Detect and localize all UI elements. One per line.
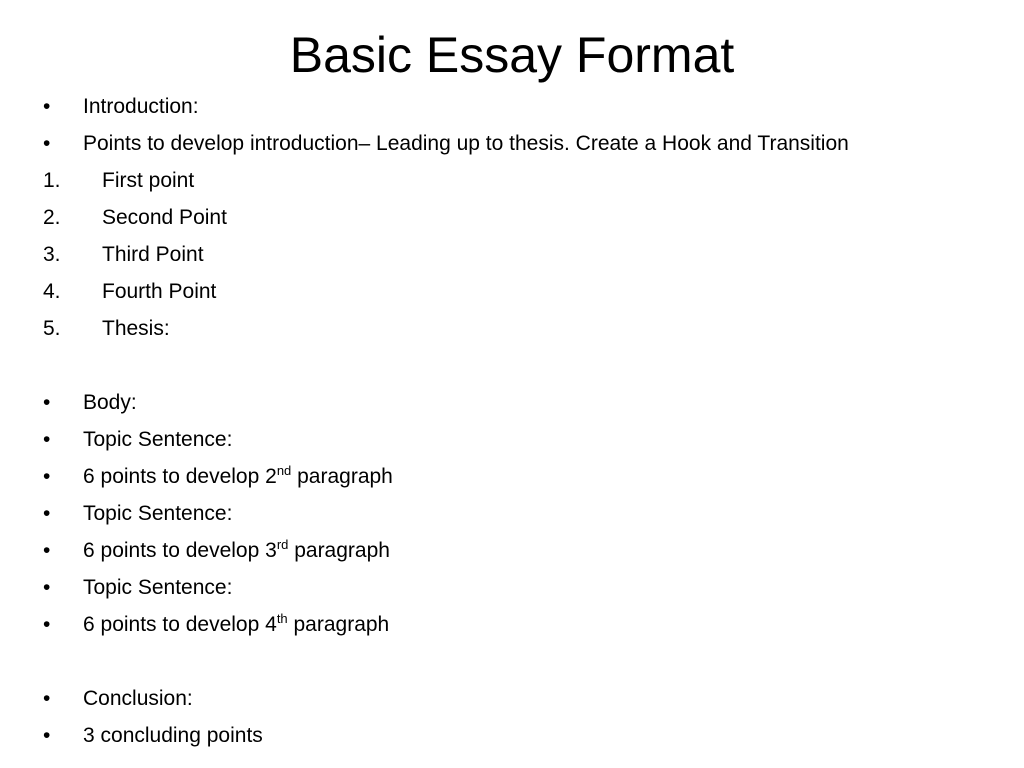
item-text: First point [102,169,195,192]
spacer [0,347,1024,384]
list-item [0,458,1024,495]
list-item [0,125,1024,162]
item-number: 5. [43,317,61,340]
bullet-icon: • [43,724,51,747]
numbered-item [0,199,1024,236]
ordinal-suffix: th [276,611,288,626]
intro-points: Points to develop introduction– Leading up to thesis. Create a Hook and Transition [83,132,849,155]
intro-heading: Introduction: [83,95,199,118]
item-number: 1. [43,169,61,192]
text-post: paragraph [288,539,390,562]
list-item [0,384,1024,421]
list-item [0,532,1024,569]
topic-sentence: Topic Sentence: [83,576,233,599]
ordinal-suffix: nd [276,463,292,478]
body-heading: Body: [83,391,137,414]
numbered-item [0,162,1024,199]
list-item [0,421,1024,458]
item-number: 4. [43,280,61,303]
develop-paragraph [83,532,390,569]
item-number: 2. [43,206,61,229]
conclusion-points: 3 concluding points [83,724,263,747]
bullet-icon: • [43,539,51,562]
bullet-icon: • [43,613,51,636]
topic-sentence: Topic Sentence: [83,428,233,451]
conclusion-heading: Conclusion: [83,687,193,710]
develop-paragraph [83,606,389,643]
topic-sentence: Topic Sentence: [83,502,233,525]
bullet-icon: • [43,465,51,488]
item-number: 3. [43,243,61,266]
list-item [0,717,1024,754]
ordinal-suffix: rd [276,537,289,552]
text-pre: 6 points to develop 3 [83,539,277,562]
item-text: Second Point [102,206,227,229]
numbered-item [0,310,1024,347]
text-post: paragraph [287,613,390,636]
list-item [0,680,1024,717]
text-pre: 6 points to develop 2 [83,465,277,488]
bullet-icon: • [43,576,51,599]
spacer [0,643,1024,680]
bullet-icon: • [43,132,51,155]
bullet-icon: • [43,687,51,710]
slide-title: Basic Essay Format [289,27,735,83]
list-item [0,569,1024,606]
list-item [0,606,1024,643]
text-pre: 6 points to develop 4 [83,613,277,636]
item-text: Thesis: [102,317,170,340]
bullet-icon: • [43,502,51,525]
develop-paragraph [83,458,393,495]
item-text: Third Point [102,243,204,266]
numbered-item [0,273,1024,310]
item-text: Fourth Point [102,280,217,303]
numbered-item [0,236,1024,273]
bullet-icon: • [43,391,51,414]
bullet-icon: • [43,95,51,118]
slide-content [0,88,1024,754]
bullet-icon: • [43,428,51,451]
list-item [0,88,1024,125]
text-post: paragraph [291,465,393,488]
list-item [0,495,1024,532]
